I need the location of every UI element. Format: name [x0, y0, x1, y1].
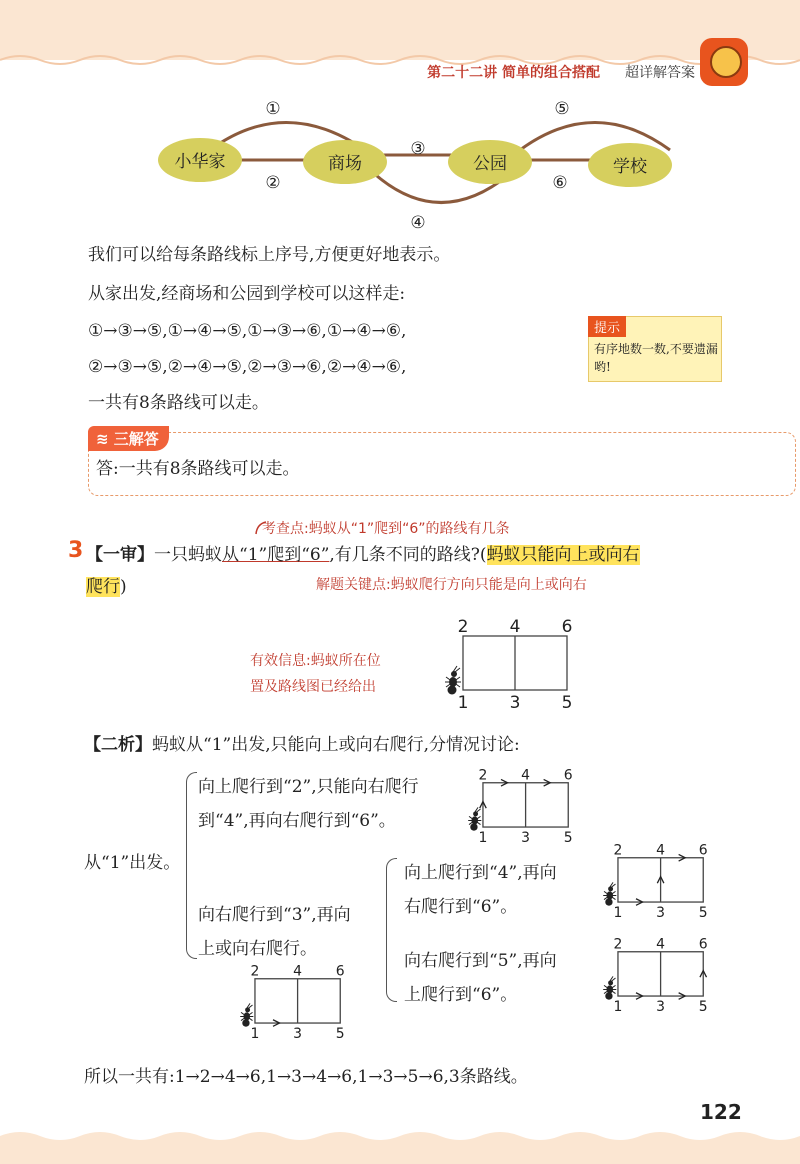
grid-label-bottom: 5	[561, 693, 573, 712]
body-line-1: 我们可以给每条路线标上序号,方便更好地表示。	[88, 245, 451, 265]
question-highlight-1: 从“1”爬到“6”	[222, 545, 330, 565]
ant-abdomen	[605, 898, 612, 905]
grid-label-bottom: 5	[698, 998, 708, 1015]
grid-label-top: 4	[509, 618, 521, 637]
grid-label-top: 6	[563, 768, 573, 784]
ant-antenna	[610, 882, 616, 887]
node-home-label: 小华家	[174, 152, 226, 172]
grid-label-bottom: 3	[656, 904, 666, 921]
grid-label-top: 4	[521, 768, 531, 784]
body-line-3: ①→③→⑤,①→④→⑤,①→③→⑥,①→④→⑥,	[88, 321, 407, 341]
answer-text: 答:一共有8条路线可以走。	[96, 459, 300, 479]
grid-label-top: 4	[656, 843, 666, 859]
route-label-6: ⑥	[552, 173, 568, 193]
route-label-2: ②	[265, 173, 281, 193]
chapter-subtitle: 超详解答案	[625, 65, 695, 81]
route-diagram	[150, 90, 690, 235]
node-park-label: 公园	[473, 154, 507, 174]
grid-label-top: 2	[457, 618, 469, 637]
tip-text: 有序地数一数,不要遗漏哟!	[594, 342, 718, 374]
case-up-1: 向上爬行到“2”,只能向右爬行	[198, 777, 419, 797]
grid-label-bottom: 5	[563, 829, 573, 846]
body-line-2: 从家出发,经商场和公园到学校可以这样走:	[88, 284, 406, 304]
logo-emblem-icon	[710, 46, 742, 78]
grid-label-bottom: 1	[613, 904, 623, 921]
route-label-5: ⑤	[554, 99, 570, 119]
grid-label-bottom: 1	[478, 829, 488, 846]
grid-label-bottom: 1	[250, 1025, 260, 1042]
grid-label-bottom: 3	[293, 1025, 303, 1042]
grid-label-top: 4	[293, 964, 303, 980]
ant-abdomen	[605, 992, 612, 999]
question-highlight-3: 爬行	[86, 577, 120, 597]
question-stage: 【一审】	[86, 545, 154, 565]
chapter-title: 第二十二讲 简单的组合搭配	[427, 65, 600, 81]
footer-wave	[0, 1122, 800, 1164]
ant-antenna	[247, 1003, 253, 1008]
sub-right-1: 向右爬行到“5”,再向	[404, 951, 557, 971]
sub-up-1: 向上爬行到“4”,再向	[404, 863, 557, 883]
case-right-1: 向右爬行到“3”,再向	[198, 905, 351, 925]
note-exam-point: 考查点:蚂蚁从“1”爬到“6”的路线有几条	[262, 521, 510, 537]
note-info-1: 有效信息:蚂蚁所在位	[250, 653, 381, 669]
grid-label-bottom: 3	[656, 998, 666, 1015]
note-key-point: 解题关键点:蚂蚁爬行方向只能是向上或向右	[316, 577, 587, 593]
question-number: 3	[68, 538, 84, 563]
bracket-sub	[386, 858, 397, 1002]
tip-tag: 提示	[588, 316, 626, 337]
grid-label-top: 6	[561, 618, 573, 637]
grid-label-top: 2	[478, 768, 488, 784]
ant-grid-main	[435, 618, 585, 712]
answer-tag: ≋ 三解答	[88, 426, 169, 451]
node-school-label: 学校	[613, 157, 647, 177]
case-right-2: 上或向右爬行。	[198, 939, 317, 959]
page-number: 122	[700, 1100, 742, 1124]
ant-grid-sub-right	[595, 937, 719, 1017]
analysis-start: 从“1”出发。	[84, 853, 181, 873]
analysis-intro: 蚂蚁从“1”出发,只能向上或向右爬行,分情况讨论:	[152, 735, 520, 755]
grid-label-bottom: 3	[509, 693, 521, 712]
grid-label-bottom: 5	[335, 1025, 345, 1042]
grid-label-top: 6	[698, 937, 708, 953]
question-text-b: ,有几条不同的路线?(	[329, 545, 487, 565]
ant-abdomen	[242, 1019, 249, 1026]
grid-label-top: 2	[613, 937, 623, 953]
question-highlight-2: 蚂蚁只能向上或向右	[486, 545, 640, 565]
note-arrow-icon	[254, 520, 268, 536]
route-label-1: ①	[265, 99, 281, 119]
grid-label-bottom: 1	[457, 693, 469, 712]
ant-grid-case-up	[460, 768, 584, 848]
grid-label-bottom: 3	[521, 829, 531, 846]
grid-label-bottom: 5	[698, 904, 708, 921]
ant-grid-case-right	[232, 964, 356, 1044]
sub-right-2: 上爬行到“6”。	[404, 985, 518, 1005]
ant-grid-sub-up	[595, 843, 719, 923]
node-mall-label: 商场	[328, 154, 362, 174]
question-text-c: )	[120, 577, 127, 597]
question-line-1	[86, 544, 640, 566]
route-label-3: ③	[410, 139, 426, 159]
question-text-a: 一只蚂蚁	[154, 545, 222, 565]
grid-label-top: 6	[698, 843, 708, 859]
analysis-stage: 【二析】	[84, 735, 152, 755]
body-line-4: ②→③→⑤,②→④→⑤,②→③→⑥,②→④→⑥,	[88, 357, 407, 377]
case-up-2: 到“4”,再向右爬行到“6”。	[198, 811, 396, 831]
sub-up-2: 右爬行到“6”。	[404, 897, 518, 917]
analysis-line	[84, 734, 520, 756]
grid-label-top: 2	[250, 964, 260, 980]
grid-label-bottom: 1	[613, 998, 623, 1015]
ant-antenna	[610, 976, 616, 981]
conclusion: 所以一共有:1→2→4→6,1→3→4→6,1→3→5→6,3条路线。	[84, 1067, 528, 1087]
bracket-main	[186, 772, 197, 959]
grid-label-top: 6	[335, 964, 345, 980]
route-label-4: ④	[410, 213, 426, 233]
ant-antenna	[453, 666, 460, 672]
body-line-5: 一共有8条路线可以走。	[88, 393, 269, 413]
ant-head	[451, 671, 457, 677]
grid-label-top: 2	[613, 843, 623, 859]
ant-abdomen	[470, 823, 477, 830]
question-line-2	[86, 576, 127, 598]
ant-abdomen	[448, 686, 457, 695]
note-info-2: 置及路线图已经给出	[250, 679, 376, 695]
grid-label-top: 4	[656, 937, 666, 953]
